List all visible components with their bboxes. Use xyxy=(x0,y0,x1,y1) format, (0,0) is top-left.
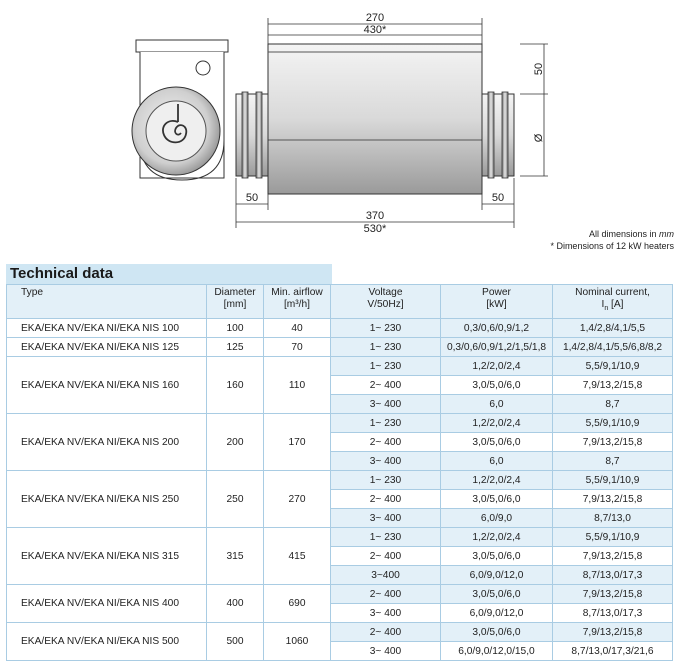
table-row xyxy=(7,357,673,376)
voltage-cell: 3~ 400 xyxy=(331,452,441,471)
voltage-cell: 2~ 400 xyxy=(331,376,441,395)
current-cell: 8,7 xyxy=(553,452,673,471)
current-cell: 7,9/13,2/15,8 xyxy=(553,623,673,642)
power-cell: 6,0/9,0/12,0 xyxy=(441,604,553,623)
airflow-cell: 690 xyxy=(264,585,331,623)
table-row xyxy=(7,338,673,357)
voltage-cell: 2~ 400 xyxy=(331,547,441,566)
diameter-cell: 160 xyxy=(207,357,264,414)
voltage-cell: 2~ 400 xyxy=(331,623,441,642)
airflow-cell: 1060 xyxy=(264,623,331,661)
power-cell: 3,0/5,0/6,0 xyxy=(441,433,553,452)
voltage-cell: 1~ 230 xyxy=(331,414,441,433)
airflow-cell: 415 xyxy=(264,528,331,585)
heater-dimensions-note: * Dimensions of 12 kW heaters xyxy=(550,241,674,251)
power-cell: 3,0/5,0/6,0 xyxy=(441,585,553,604)
current-cell: 5,5/9,1/10,9 xyxy=(553,357,673,376)
airflow-cell: 170 xyxy=(264,414,331,471)
type-cell: EKA/EKA NV/EKA NI/EKA NIS 400 xyxy=(7,585,207,623)
table-row xyxy=(7,585,673,604)
power-cell: 1,2/2,0/2,4 xyxy=(441,528,553,547)
type-cell: EKA/EKA NV/EKA NI/EKA NIS 100 xyxy=(7,319,207,338)
airflow-cell: 70 xyxy=(264,338,331,357)
current-cell: 7,9/13,2/15,8 xyxy=(553,585,673,604)
current-cell: 8,7/13,0/17,3 xyxy=(553,566,673,585)
dim-right: 50 xyxy=(533,62,545,76)
diameter-cell: 500 xyxy=(207,623,264,661)
current-cell: 1,4/2,8/4,1/5,5/6,8/8,2 xyxy=(553,338,673,357)
type-cell: EKA/EKA NV/EKA NI/EKA NIS 160 xyxy=(7,357,207,414)
dimensions-note-prefix: All dimensions in xyxy=(588,229,659,239)
technical-data-table xyxy=(6,284,673,661)
table-row xyxy=(7,319,673,338)
power-cell: 3,0/5,0/6,0 xyxy=(441,376,553,395)
voltage-cell: 1~ 230 xyxy=(331,528,441,547)
type-cell: EKA/EKA NV/EKA NI/EKA NIS 125 xyxy=(7,338,207,357)
current-cell: 7,9/13,2/15,8 xyxy=(553,547,673,566)
front-view xyxy=(236,44,514,194)
voltage-cell: 1~ 230 xyxy=(331,319,441,338)
voltage-cell: 3~ 400 xyxy=(331,395,441,414)
table-row xyxy=(7,414,673,433)
dim-right-flange: 50 xyxy=(491,192,505,204)
power-cell: 3,0/5,0/6,0 xyxy=(441,623,553,642)
terminal-hole xyxy=(196,61,210,75)
power-cell: 6,0/9,0 xyxy=(441,509,553,528)
type-cell: EKA/EKA NV/EKA NI/EKA NIS 500 xyxy=(7,623,207,661)
diameter-cell: 315 xyxy=(207,528,264,585)
table-row xyxy=(7,528,673,547)
voltage-cell: 2~ 400 xyxy=(331,585,441,604)
dimensions-note xyxy=(589,229,674,239)
header-diameter: Diameter [mm] xyxy=(207,285,264,319)
header-airflow: Min. airflow [m³/h] xyxy=(264,285,331,319)
power-cell: 0,3/0,6/0,9/1,2 xyxy=(441,319,553,338)
current-cell: 1,4/2,8/4,1/5,5 xyxy=(553,319,673,338)
power-cell: 0,3/0,6/0,9/1,2/1,5/1,8 xyxy=(441,338,553,357)
table-header-row xyxy=(7,285,673,319)
diameter-cell: 250 xyxy=(207,471,264,528)
power-cell: 3,0/5,0/6,0 xyxy=(441,490,553,509)
voltage-cell: 1~ 230 xyxy=(331,357,441,376)
section-title: Technical data xyxy=(6,264,332,284)
diameter-cell: 200 xyxy=(207,414,264,471)
side-view xyxy=(132,40,228,180)
power-cell: 6,0 xyxy=(441,452,553,471)
voltage-cell: 2~ 400 xyxy=(331,433,441,452)
current-cell: 5,5/9,1/10,9 xyxy=(553,471,673,490)
voltage-cell: 2~ 400 xyxy=(331,490,441,509)
type-cell: EKA/EKA NV/EKA NI/EKA NIS 200 xyxy=(7,414,207,471)
power-cell: 3,0/5,0/6,0 xyxy=(441,547,553,566)
current-cell: 8,7/13,0/17,3 xyxy=(553,604,673,623)
table-row xyxy=(7,471,673,490)
dim-top-1: 270 xyxy=(365,12,385,24)
current-cell: 8,7/13,0/17,3/21,6 xyxy=(553,642,673,661)
current-cell: 8,7 xyxy=(553,395,673,414)
power-cell: 6,0 xyxy=(441,395,553,414)
dim-bottom-2: 530* xyxy=(363,223,387,235)
current-cell: 7,9/13,2/15,8 xyxy=(553,376,673,395)
voltage-cell: 3~ 400 xyxy=(331,604,441,623)
voltage-cell: 3~ 400 xyxy=(331,509,441,528)
diameter-cell: 400 xyxy=(207,585,264,623)
diameter-cell: 125 xyxy=(207,338,264,357)
current-cell: 8,7/13,0 xyxy=(553,509,673,528)
current-cell: 5,5/9,1/10,9 xyxy=(553,528,673,547)
current-cell: 5,5/9,1/10,9 xyxy=(553,414,673,433)
voltage-cell: 3~ 400 xyxy=(331,642,441,661)
airflow-cell: 110 xyxy=(264,357,331,414)
power-cell: 1,2/2,0/2,4 xyxy=(441,357,553,376)
type-cell: EKA/EKA NV/EKA NI/EKA NIS 250 xyxy=(7,471,207,528)
current-cell: 7,9/13,2/15,8 xyxy=(553,490,673,509)
header-current: Nominal current, $I_n$ [A] xyxy=(553,285,673,319)
dim-bottom-1: 370 xyxy=(365,210,385,222)
voltage-cell: 1~ 230 xyxy=(331,338,441,357)
power-cell: 1,2/2,0/2,4 xyxy=(441,471,553,490)
dim-top-2: 430* xyxy=(363,24,387,36)
header-type: Type xyxy=(7,285,207,319)
type-cell: EKA/EKA NV/EKA NI/EKA NIS 315 xyxy=(7,528,207,585)
dim-left-flange: 50 xyxy=(245,192,259,204)
voltage-cell: 3~400 xyxy=(331,566,441,585)
airflow-cell: 40 xyxy=(264,319,331,338)
power-cell: 6,0/9,0/12,0 xyxy=(441,566,553,585)
power-cell: 6,0/9,0/12,0/15,0 xyxy=(441,642,553,661)
dim-diameter: Ø xyxy=(533,133,545,143)
voltage-cell: 1~ 230 xyxy=(331,471,441,490)
diameter-cell: 100 xyxy=(207,319,264,338)
duct-heater-drawing xyxy=(0,0,690,262)
dimensions-note-unit: mm xyxy=(659,229,674,239)
power-cell: 1,2/2,0/2,4 xyxy=(441,414,553,433)
header-voltage: Voltage V/50Hz] xyxy=(331,285,441,319)
table-row xyxy=(7,623,673,642)
current-cell: 7,9/13,2/15,8 xyxy=(553,433,673,452)
header-power: Power [kW] xyxy=(441,285,553,319)
airflow-cell: 270 xyxy=(264,471,331,528)
